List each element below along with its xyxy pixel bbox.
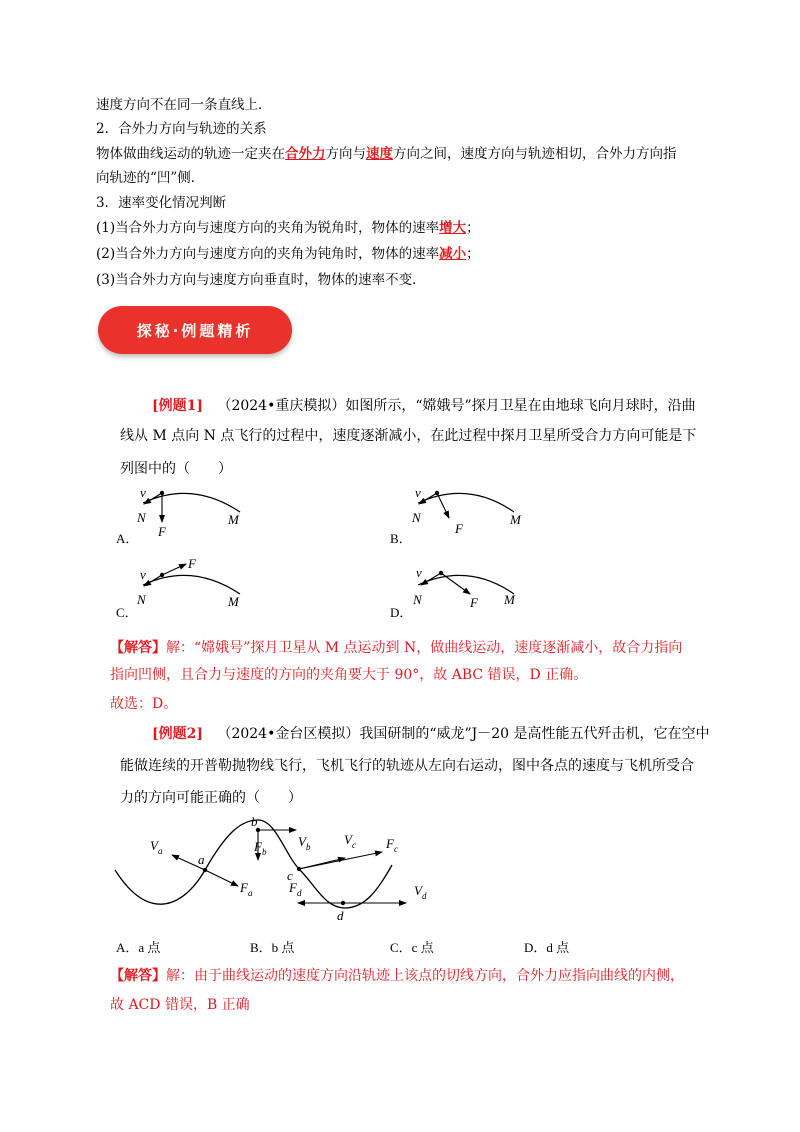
keyword-increase: 增大 <box>439 220 467 236</box>
label-fd: $F_d$ <box>289 880 302 898</box>
answer-2-line-2: 故 ACD 错误，B 正确 <box>110 997 250 1013</box>
label-n: N <box>412 510 421 525</box>
option-b-label: B． <box>390 531 412 546</box>
example-2-line-3: 力的方向可能正确的（ ） <box>120 790 302 806</box>
velocity-arrow <box>421 573 441 585</box>
force-c-arrow <box>299 852 382 869</box>
keyword-net-force: 合外力 <box>285 146 326 162</box>
option-d-label: D． <box>390 605 413 620</box>
label-f: F <box>158 524 166 539</box>
figure-option-d <box>412 565 516 610</box>
answer-1-line-1 <box>110 638 682 658</box>
label-n: N <box>413 592 422 607</box>
ex2-option-c: C．c 点 <box>390 940 434 955</box>
example-1-line-1 <box>152 396 696 416</box>
label-vb: $V_b$ <box>298 834 311 852</box>
rule-2 <box>96 244 480 264</box>
p2a-text-3: 方向之间，速度方向与轨迹相切，合外力方向指 <box>393 146 677 162</box>
label-m: M <box>510 512 521 527</box>
example-1-text-1: （2024•重庆模拟）如图所示，“嫦娥号”探月卫星在由地球飞向月球时，沿曲 <box>217 398 696 414</box>
label-point-c: c <box>287 868 293 883</box>
label-vd: $V_d$ <box>414 883 427 901</box>
force-arrow <box>162 564 186 575</box>
rule-1-text: (1)当合外力方向与速度方向的夹角为锐角时，物体的速率 <box>96 220 440 236</box>
label-v: v <box>140 567 146 582</box>
keyword-velocity: 速度 <box>366 146 393 162</box>
p2a-text-1: 物体做曲线运动的轨迹一定夹在 <box>96 146 285 162</box>
example-1-figures <box>0 480 800 620</box>
heading-3: 3．速率变化情况判断 <box>96 195 227 211</box>
figure-option-b <box>411 485 522 536</box>
force-a-arrow <box>205 870 238 886</box>
label-v: v <box>416 565 422 580</box>
label-m: M <box>228 512 239 527</box>
rule-2-end: ； <box>466 246 480 262</box>
example-1-tag: [例题1] <box>152 398 203 414</box>
label-point-a: a <box>198 852 205 867</box>
answer-2-line-1 <box>110 966 684 986</box>
label-fa: $F_a$ <box>240 880 253 898</box>
answer-1-line-2: 指向凹侧，且合力与速度的方向的夹角要大于 90°，故 ABC 错误，D 正确。 <box>110 667 588 683</box>
label-vc: $V_c$ <box>344 832 356 850</box>
example-2-tag: [例题2] <box>152 726 203 742</box>
option-a-label: A． <box>116 531 139 546</box>
label-n: N <box>137 592 146 607</box>
rule-1 <box>96 218 480 238</box>
velocity-arrow <box>419 493 437 504</box>
label-n: N <box>137 510 146 525</box>
figure-option-a <box>136 485 240 539</box>
example-1-line-2: 线从 M 点向 N 点飞行的过程中，速度逐渐减小，在此过程中探月卫星所受合力方向可能是下 <box>120 428 697 444</box>
label-point-b: b <box>251 814 258 829</box>
p2a-text-2: 方向与 <box>325 146 366 162</box>
intro-line-1: 速度方向不在同一条直线上． <box>96 97 272 113</box>
label-m: M <box>228 594 239 609</box>
label-fc: $F_c$ <box>386 836 398 854</box>
section-banner <box>98 306 292 354</box>
example-2-line-1 <box>152 724 710 744</box>
rule-2-text: (2)当合外力方向与速度方向的夹角为钝角时，物体的速率 <box>96 246 440 262</box>
example-2-line-2: 能做连续的开普勒抛物线飞行，飞机飞行的轨迹从左向右运动，图中各点的速度与飞机所受合 <box>120 758 694 774</box>
answer-2-text-1: 解：由于曲线运动的速度方向沿轨迹上该点的切线方向，合外力应指向曲线的内侧， <box>166 968 684 984</box>
paragraph-2b: 向轨迹的“凹”侧． <box>96 170 205 186</box>
ex2-option-b: B．b 点 <box>250 940 295 955</box>
paragraph-2a <box>96 144 677 164</box>
ex2-option-d: D．d 点 <box>524 940 570 955</box>
example-1-line-3: 列图中的（ ） <box>120 461 232 477</box>
velocity-arrow <box>144 575 162 586</box>
label-va: $V_a$ <box>150 838 163 856</box>
label-point-d: d <box>337 908 344 923</box>
label-v: v <box>415 485 421 500</box>
answer-1-tag: 【解答】 <box>110 640 166 656</box>
label-f: F <box>188 556 196 571</box>
label-m: M <box>504 592 515 607</box>
label-f: F <box>470 595 478 610</box>
rule-3: (3)当合外力方向与速度方向垂直时，物体的速率不变． <box>96 272 426 288</box>
answer-1-line-3: 故选：D。 <box>110 696 178 712</box>
force-arrow <box>437 493 449 518</box>
example-2-figure <box>0 810 800 930</box>
answer-1-text-1: 解：“嫦娥号”探月卫星从 M 点运动到 N，做曲线运动，速度逐渐减小，故合力指向 <box>166 640 683 656</box>
velocity-arrow <box>144 493 162 504</box>
example-2-text-1: （2024•金台区模拟）我国研制的“威龙”J－20 是高性能五代歼击机，它在空中 <box>217 726 710 742</box>
label-v: v <box>140 485 146 500</box>
figure-option-c <box>136 556 240 609</box>
option-c-label: C． <box>116 605 138 620</box>
banner-label: 探秘·例题精析 <box>136 321 254 340</box>
keyword-decrease: 减小 <box>439 246 467 262</box>
label-f: F <box>455 521 463 536</box>
ex2-option-a: A．a 点 <box>116 940 161 955</box>
heading-2: 2．合外力方向与轨迹的关系 <box>96 121 267 137</box>
answer-2-tag: 【解答】 <box>110 968 166 984</box>
rule-1-end: ； <box>466 220 480 236</box>
label-fb: $F_b$ <box>254 839 267 857</box>
